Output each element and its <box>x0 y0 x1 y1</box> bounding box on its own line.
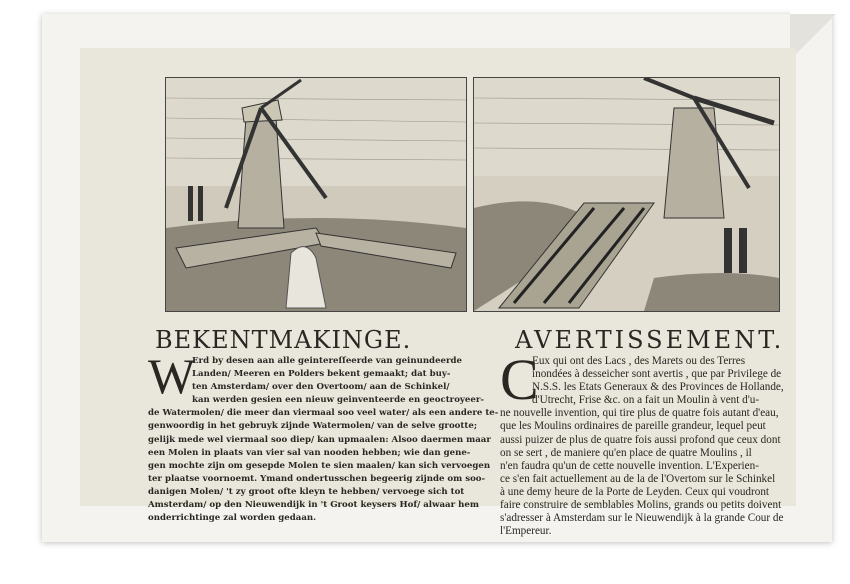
page-curl <box>790 14 836 60</box>
text-line: que les Moulins ordinaires de pareille grandeur, lequel peut <box>500 420 766 433</box>
notice-title-french: AVERTISSEMENT. <box>515 326 785 354</box>
text-line: aussi puizer de plus de quatre fois aussi profond que ceux dont <box>500 433 781 446</box>
text-line: onderrichtinge zal worden gedaan. <box>148 513 317 524</box>
windmill-scene-right <box>474 78 779 311</box>
text-line: gelijk mede wel viermaal soo diep/ kan upmaalen: Alsoo daermen maar <box>148 434 491 445</box>
text-line: ce s'en fait actuellement au de la de l'Overtom sur le Schinkel <box>500 472 776 485</box>
drop-cap: W <box>148 348 196 404</box>
text-line: on se sert , de maniere qu'en place de quatre Moulins , il <box>500 446 752 459</box>
text-line: genwoordig in het gebruyk zijnde Watermolen/ van de selve grootte; <box>148 421 477 432</box>
text-line: Landen/ Meeren en Polders bekent gemaakt; dat buy- <box>192 369 451 380</box>
text-line: inondées à desseicher sont avertis , que par Privilege de <box>532 368 782 381</box>
windmill-scene-left <box>166 78 466 311</box>
text-line: een Molen in plaats van vier sal van nooden hebben; wie dan gene- <box>148 447 471 458</box>
text-line: gen mochte zijn om gesepde Molen te sien maalen/ kan sich vervoegen <box>148 460 491 471</box>
text-line: faire construire de semblables Molins, grands ou petits doivent <box>500 499 782 512</box>
text-line: d'Utrecht, Frise &c. on a fait un Moulin à vent d'u- <box>532 394 760 407</box>
text-line: n'en faudra qu'un de cette nouvelle invention. L'Experien- <box>500 459 759 472</box>
text-line: N.S.S. les Etats Generaux & des Provinces de Hollande, <box>532 381 784 394</box>
text-line: danigen Molen/ 't zy groot ofte kleyn te hebben/ vervoege sich tot <box>148 486 465 497</box>
text-line: Erd by desen aan alle geintereſſeerde van geinundeerde <box>192 356 463 366</box>
text-line: à une demy heure de la Porte de Leyden. Ceux qui voudront <box>500 485 770 498</box>
notice-body-dutch <box>148 348 499 525</box>
notice-title-dutch: BEKENTMAKINGE. <box>155 326 412 354</box>
text-line: ten Amsterdam/ over den Overtoom/ aan de Schinkel/ <box>192 382 450 393</box>
drop-cap: C <box>500 347 539 412</box>
engraving-left-windmill <box>165 77 467 312</box>
notice-body-french <box>500 347 784 538</box>
text-line: de Watermolen/ die meer dan viermaal soo veel water/ als een andere te- <box>148 408 499 419</box>
text-line: ter plaatse voornoemt. Ymand ondertusschen begeerig zijnde om soo- <box>148 473 486 484</box>
text-line: Eux qui ont des Lacs , des Marets ou des Terres <box>532 355 746 367</box>
text-line: Amsterdam/ op den Nieuwendijk in 't Groot keysers Hof/ alwaar hem <box>148 500 479 511</box>
text-line: kan werden gesien een nieuw geinventeerde en geoctroyeer- <box>192 395 484 406</box>
text-line: ne nouvelle invention, qui tire plus de quatre fois autant d'eau, <box>500 407 779 420</box>
text-line: s'adresser à Amsterdam sur le Nieuwendijk à la grande Cour de <box>500 512 784 525</box>
text-line: l'Empereur. <box>500 525 552 538</box>
engraving-right-windmill <box>473 77 780 312</box>
